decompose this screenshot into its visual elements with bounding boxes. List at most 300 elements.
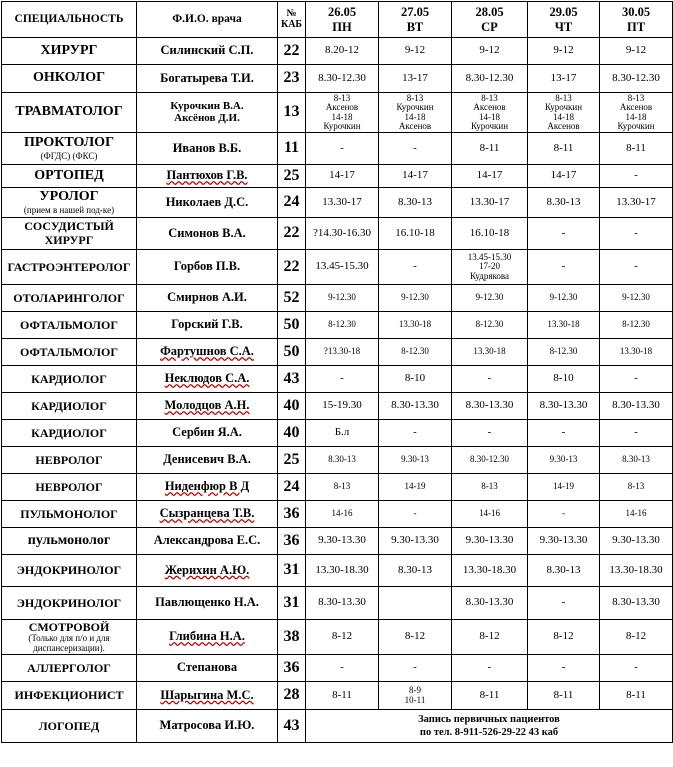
time-cell: 8-13 (306, 474, 379, 501)
time-line: Кудрякова (469, 270, 510, 281)
time-line: 14-18 (404, 111, 426, 122)
specialty-cell (2, 393, 137, 420)
cabinet-number: 24 (278, 474, 306, 501)
doctor-name: Фартушнов С.А. (160, 344, 254, 359)
time-cell: 8-12.30 (306, 312, 379, 339)
time-cell: 8-12 (600, 620, 673, 655)
cabinet-number: 50 (278, 312, 306, 339)
time-cell: 8-11 (528, 133, 600, 165)
header-cab: КАБ (280, 18, 303, 30)
time-cell: 8-12.30 (379, 339, 452, 366)
specialty-cell (2, 682, 137, 710)
specialty-name: КАРДИОЛОГ (31, 371, 107, 386)
table-row (2, 447, 673, 474)
table-row (2, 188, 673, 218)
time-line: 10-11 (404, 694, 426, 705)
specialty-name: ТРАВМАТОЛОГ (15, 104, 123, 120)
doctor-cell (137, 285, 278, 312)
time-cell: - (379, 655, 452, 682)
doctor-name: Горский Г.В. (171, 317, 243, 332)
specialty-name: НЕВРОЛОГ (35, 452, 103, 467)
time-line: Курочкин (323, 120, 361, 131)
table-row (2, 587, 673, 620)
time-cell: 8-13 (600, 474, 673, 501)
table-row (2, 620, 673, 655)
doctor-cell (137, 312, 278, 339)
specialty-cell (2, 165, 137, 188)
header-row (2, 2, 673, 38)
cabinet-number: 28 (278, 682, 306, 710)
time-cell: 8.30-13 (306, 447, 379, 474)
time-cell: Б.л (306, 420, 379, 447)
specialty-name: ПРОКТОЛОГ (24, 134, 114, 150)
specialty-cell (2, 188, 137, 218)
time-line: 8-13 (555, 92, 572, 103)
time-cell: 8.30-13.30 (306, 587, 379, 620)
time-cell: 13.30-17 (600, 188, 673, 218)
doctor-name: Николаев Д.С. (165, 194, 249, 209)
specialty-cell (2, 38, 137, 65)
doctor-name-2: Аксёнов Д.И. (174, 111, 240, 124)
cabinet-number: 36 (278, 501, 306, 528)
time-cell: 16.10-18 (452, 218, 528, 250)
time-cell: 13.30-18.30 (306, 555, 379, 587)
cabinet-number: 40 (278, 393, 306, 420)
time-cell: 9-12.30 (452, 285, 528, 312)
time-cell: 8-12.30 (600, 312, 673, 339)
table-row (2, 218, 673, 250)
time-cell: 13.30-18 (528, 312, 600, 339)
cabinet-number: 36 (278, 655, 306, 682)
time-cell: 14-17 (452, 165, 528, 188)
doctor-name: Молодцов А.Н. (164, 398, 250, 413)
time-cell: 14-17 (528, 165, 600, 188)
doctor-name: Курочкин В.А. (170, 99, 244, 112)
time-cell: 16.10-18 (379, 218, 452, 250)
doctor-cell (137, 620, 278, 655)
time-cell: 8.30-12.30 (452, 65, 528, 93)
time-cell: 9.30-13.30 (379, 528, 452, 555)
specialty-name: КАРДИОЛОГ (31, 425, 107, 440)
specialty-name: УРОЛОГ (39, 188, 99, 204)
table-row (2, 38, 673, 65)
time-cell: 9-12 (528, 38, 600, 65)
time-cell: 8.30-13 (379, 555, 452, 587)
specialty-note: ХИРУРГ (44, 233, 94, 247)
specialty-cell (2, 312, 137, 339)
time-cell: 8.30-13 (528, 555, 600, 587)
time-line: 14-18 (479, 111, 500, 122)
time-cell: 8.30-13 (379, 188, 452, 218)
time-cell: - (528, 250, 600, 285)
specialty-name: ОФТАЛЬМОЛОГ (20, 317, 118, 332)
note-line-2: по тел. 8-911-526-29-22 43 каб (419, 727, 559, 738)
doctor-cell (137, 420, 278, 447)
time-cell: 13.30-17 (306, 188, 379, 218)
time-cell: 14-16 (452, 501, 528, 528)
time-cell: - (528, 501, 600, 528)
time-line: 14-18 (625, 111, 647, 122)
time-cell: 14-17 (306, 165, 379, 188)
time-line: 13.45-15.30 (467, 251, 512, 262)
cabinet-number: 13 (278, 93, 306, 133)
specialty-name: ЛОГОПЕД (38, 718, 100, 733)
time-cell: 14-16 (600, 501, 673, 528)
time-cell: 8.30-13.30 (452, 587, 528, 620)
specialty-cell (2, 339, 137, 366)
table-row (2, 133, 673, 165)
time-cell: 8-11 (600, 682, 673, 710)
time-cell: ?13.30-18 (306, 339, 379, 366)
time-cell: 8-12 (452, 620, 528, 655)
specialty-note: (Только для п/о и для диспансеризации). (28, 633, 110, 653)
time-cell: 8.30-12.30 (600, 65, 673, 93)
time-cell: 8-12.30 (452, 312, 528, 339)
specialty-cell (2, 501, 137, 528)
table-row (2, 682, 673, 710)
doctor-name: Силинский С.П. (160, 43, 254, 58)
doctor-cell (137, 218, 278, 250)
time-cell: - (452, 655, 528, 682)
table-row (2, 528, 673, 555)
doctor-name: Иванов В.Б. (172, 140, 242, 155)
cabinet-number: 43 (278, 710, 306, 743)
time-cell: 9-12 (600, 38, 673, 65)
time-cell: - (600, 366, 673, 393)
time-cell: - (528, 587, 600, 620)
specialty-name: СМОТРОВОЙ (28, 619, 110, 634)
time-cell: - (600, 165, 673, 188)
time-cell: 13.30-18 (452, 339, 528, 366)
header-day-5: 30.05 ПТ (600, 2, 673, 38)
time-line: 8-13 (481, 92, 498, 103)
cabinet-number: 23 (278, 65, 306, 93)
table-row (2, 420, 673, 447)
cabinet-number: 40 (278, 420, 306, 447)
doctor-cell (137, 501, 278, 528)
doctor-cell (137, 188, 278, 218)
specialty-cell (2, 555, 137, 587)
table-row (2, 474, 673, 501)
time-cell: 15-19.30 (306, 393, 379, 420)
doctor-name: Александрова Е.С. (153, 533, 261, 548)
time-line: Курочкин (396, 102, 434, 113)
doctor-name: Павлющенко Н.А. (155, 595, 259, 610)
table-row (2, 555, 673, 587)
specialty-cell (2, 528, 137, 555)
doctor-cell (137, 339, 278, 366)
time-cell: 8.30-13.30 (600, 587, 673, 620)
header-day-2: 27.05 ВТ (379, 2, 452, 38)
time-cell (306, 93, 379, 133)
time-cell: - (306, 366, 379, 393)
cabinet-number: 31 (278, 555, 306, 587)
table-row (2, 312, 673, 339)
time-cell: - (306, 655, 379, 682)
time-line: Курочкин (544, 102, 583, 113)
cabinet-number: 38 (278, 620, 306, 655)
header-day-4: 29.05 ЧТ (528, 2, 600, 38)
cabinet-number: 43 (278, 366, 306, 393)
cabinet-number: 36 (278, 528, 306, 555)
time-cell: - (528, 420, 600, 447)
cabinet-number: 31 (278, 587, 306, 620)
time-line: 8-13 (627, 92, 645, 103)
time-cell: 13.30-17 (452, 188, 528, 218)
time-line: 8-9 (409, 685, 421, 696)
doctor-cell (137, 38, 278, 65)
specialty-name: ЭНДОКРИНОЛОГ (16, 563, 122, 578)
time-cell: 9.30-13.30 (528, 528, 600, 555)
cabinet-number: 52 (278, 285, 306, 312)
specialty-cell (2, 218, 137, 250)
time-cell: 8-11 (600, 133, 673, 165)
doctor-cell (137, 555, 278, 587)
table-row (2, 65, 673, 93)
time-cell: - (379, 133, 452, 165)
specialty-note: (прием в нашей под-ке) (23, 204, 115, 215)
time-cell: 9-12.30 (379, 285, 452, 312)
doctor-cell (137, 682, 278, 710)
time-cell: 9-12 (379, 38, 452, 65)
time-cell (379, 587, 452, 620)
time-cell: 9.30-13.30 (600, 528, 673, 555)
time-line: Курочкин (470, 120, 509, 131)
time-cell: 8.30-13 (600, 447, 673, 474)
time-line: Аксенов (473, 102, 506, 113)
specialty-cell (2, 474, 137, 501)
time-cell: 14-19 (528, 474, 600, 501)
time-line: Курочкин (617, 120, 655, 131)
time-cell: - (452, 366, 528, 393)
doctor-name: Ниденфюр В Д (164, 479, 250, 494)
time-cell: - (600, 420, 673, 447)
doctor-name: Неклюдов С.А. (164, 371, 250, 386)
specialty-cell (2, 420, 137, 447)
cabinet-number: 22 (278, 250, 306, 285)
specialty-cell (2, 65, 137, 93)
time-cell: 8-12 (306, 620, 379, 655)
time-line: 8-13 (333, 92, 351, 103)
specialty-name: ОФТАЛЬМОЛОГ (20, 344, 118, 359)
doctor-name: Богатырева Т.И. (160, 70, 254, 85)
header-specialty: СПЕЦИАЛЬНОСТЬ (2, 2, 137, 38)
time-cell (379, 93, 452, 133)
time-cell: - (379, 501, 452, 528)
doctor-cell (137, 165, 278, 188)
specialty-name: АЛЛЕРГОЛОГ (27, 660, 111, 675)
specialty-name: ОТОЛАРИНГОЛОГ (13, 290, 125, 305)
time-line: 17-20 (479, 261, 500, 272)
specialty-cell (2, 587, 137, 620)
time-cell: 8-11 (452, 682, 528, 710)
time-cell: 8.30-12.30 (452, 447, 528, 474)
table-row (2, 93, 673, 133)
time-cell: - (379, 250, 452, 285)
header-day-1: 26.05 ПН (306, 2, 379, 38)
time-cell: 8-12 (379, 620, 452, 655)
table-row (2, 285, 673, 312)
specialty-name: пульмонолог (27, 532, 111, 548)
specialty-name: ИНФЕКЦИОНИСТ (14, 688, 124, 703)
specialty-name: ПУЛЬМОНОЛОГ (20, 506, 118, 521)
time-line: Аксенов (547, 120, 580, 131)
doctor-name: Пантюхов Г.В. (166, 168, 248, 183)
time-cell: 14-19 (379, 474, 452, 501)
doctor-cell (137, 65, 278, 93)
time-cell: 8-10 (379, 366, 452, 393)
doctor-cell (137, 447, 278, 474)
doctor-name: Жерихин А.Ю. (164, 562, 250, 577)
time-cell: 8.30-13.30 (600, 393, 673, 420)
schedule-table (1, 1, 673, 743)
doctor-cell (137, 710, 278, 743)
specialty-cell (2, 133, 137, 165)
doctor-cell (137, 393, 278, 420)
specialty-cell (2, 366, 137, 393)
specialty-name: ОНКОЛОГ (32, 70, 105, 86)
table-row (2, 501, 673, 528)
time-cell: 13-17 (379, 65, 452, 93)
doctor-name: Симонов В.А. (168, 225, 246, 240)
doctor-name: Глибина Н.А. (169, 629, 245, 644)
table-row (2, 655, 673, 682)
time-cell: - (306, 133, 379, 165)
specialty-cell (2, 285, 137, 312)
time-line: 8-13 (406, 92, 424, 103)
time-cell: 14-16 (306, 501, 379, 528)
specialty-name: ОРТОПЕД (34, 167, 104, 183)
time-cell: 9.30-13.30 (452, 528, 528, 555)
time-cell: 13.30-18.30 (600, 555, 673, 587)
specialty-cell (2, 710, 137, 743)
doctor-cell (137, 587, 278, 620)
time-cell (379, 682, 452, 710)
specialty-cell (2, 620, 137, 655)
time-cell: 8-13 (452, 474, 528, 501)
time-cell: 8.20-12 (306, 38, 379, 65)
time-cell: 14-17 (379, 165, 452, 188)
doctor-name: Матросова И.Ю. (159, 718, 255, 733)
time-cell: 9.30-13 (528, 447, 600, 474)
time-cell: 9-12.30 (600, 285, 673, 312)
header-doctor: Ф.И.О. врача (137, 2, 278, 38)
time-cell (452, 250, 528, 285)
time-cell: 9.30-13 (379, 447, 452, 474)
doctor-cell (137, 133, 278, 165)
table-row (2, 710, 673, 743)
time-cell: 13.30-18 (600, 339, 673, 366)
time-cell: 9-12 (452, 38, 528, 65)
time-cell: 8-12.30 (528, 339, 600, 366)
specialty-cell (2, 250, 137, 285)
table-row (2, 250, 673, 285)
time-cell: 9.30-13.30 (306, 528, 379, 555)
time-cell: 8-11 (452, 133, 528, 165)
doctor-cell (137, 93, 278, 133)
cabinet-number: 11 (278, 133, 306, 165)
cabinet-number: 25 (278, 165, 306, 188)
doctor-cell (137, 528, 278, 555)
time-cell: 8-11 (306, 682, 379, 710)
table-row (2, 339, 673, 366)
cabinet-number: 25 (278, 447, 306, 474)
time-cell (452, 93, 528, 133)
time-cell: 8-10 (528, 366, 600, 393)
doctor-name: Шарыгина М.С. (160, 687, 254, 702)
specialty-note: (ФГДС) (ФКС) (40, 150, 98, 161)
time-line: 14-18 (331, 111, 353, 122)
appointment-note (306, 710, 673, 743)
time-cell: 8.30-13 (528, 188, 600, 218)
specialty-name: ХИРУРГ (40, 42, 98, 58)
doctor-cell (137, 474, 278, 501)
time-cell: - (600, 250, 673, 285)
time-cell: - (600, 655, 673, 682)
time-cell: - (528, 218, 600, 250)
time-cell: - (528, 655, 600, 682)
time-line: Аксенов (619, 102, 653, 113)
time-line: Аксенов (325, 102, 359, 113)
header-day-3: 28.05 СР (452, 2, 528, 38)
time-cell: 13.45-15.30 (306, 250, 379, 285)
note-line-1: Запись первичных пациентов (418, 713, 560, 725)
specialty-name: НЕВРОЛОГ (35, 479, 103, 494)
doctor-name: Степанова (176, 660, 238, 675)
time-cell: - (379, 420, 452, 447)
time-cell (528, 93, 600, 133)
time-line: 14-18 (553, 111, 574, 122)
cabinet-number: 24 (278, 188, 306, 218)
time-cell: 8.30-13.30 (528, 393, 600, 420)
time-cell: ?14.30-16.30 (306, 218, 379, 250)
cabinet-number: 22 (278, 218, 306, 250)
doctor-name: Сызранцева Т.В. (159, 506, 255, 521)
specialty-name: СОСУДИСТЫЙ (24, 219, 114, 234)
time-cell (600, 93, 673, 133)
time-cell: 13-17 (528, 65, 600, 93)
header-cabinet (278, 2, 306, 38)
doctor-name: Денисевич В.А. (163, 452, 251, 467)
specialty-name: КАРДИОЛОГ (31, 398, 107, 413)
table-row (2, 165, 673, 188)
doctor-cell (137, 655, 278, 682)
time-line: Аксенов (398, 120, 432, 131)
doctor-name: Смирнов А.И. (167, 290, 247, 305)
time-cell: 8.30-13.30 (379, 393, 452, 420)
doctor-cell (137, 250, 278, 285)
specialty-cell (2, 93, 137, 133)
doctor-cell (137, 366, 278, 393)
specialty-cell (2, 447, 137, 474)
time-cell: 13.30-18.30 (452, 555, 528, 587)
table-row (2, 393, 673, 420)
time-cell: 13.30-18 (379, 312, 452, 339)
time-cell: 8-12 (528, 620, 600, 655)
time-cell: 9-12.30 (306, 285, 379, 312)
time-cell: 8-11 (528, 682, 600, 710)
doctor-name: Сербин Я.А. (172, 425, 242, 440)
doctor-name: Горбов П.В. (173, 259, 241, 274)
table-row (2, 366, 673, 393)
cabinet-number: 50 (278, 339, 306, 366)
specialty-name: ЭНДОКРИНОЛОГ (16, 595, 122, 610)
specialty-name: ГАСТРОЭНТЕРОЛОГ (7, 259, 131, 274)
time-cell: 8.30-12.30 (306, 65, 379, 93)
header-cab-no: № (286, 8, 297, 19)
time-cell: 9-12.30 (528, 285, 600, 312)
time-cell: 8.30-13.30 (452, 393, 528, 420)
